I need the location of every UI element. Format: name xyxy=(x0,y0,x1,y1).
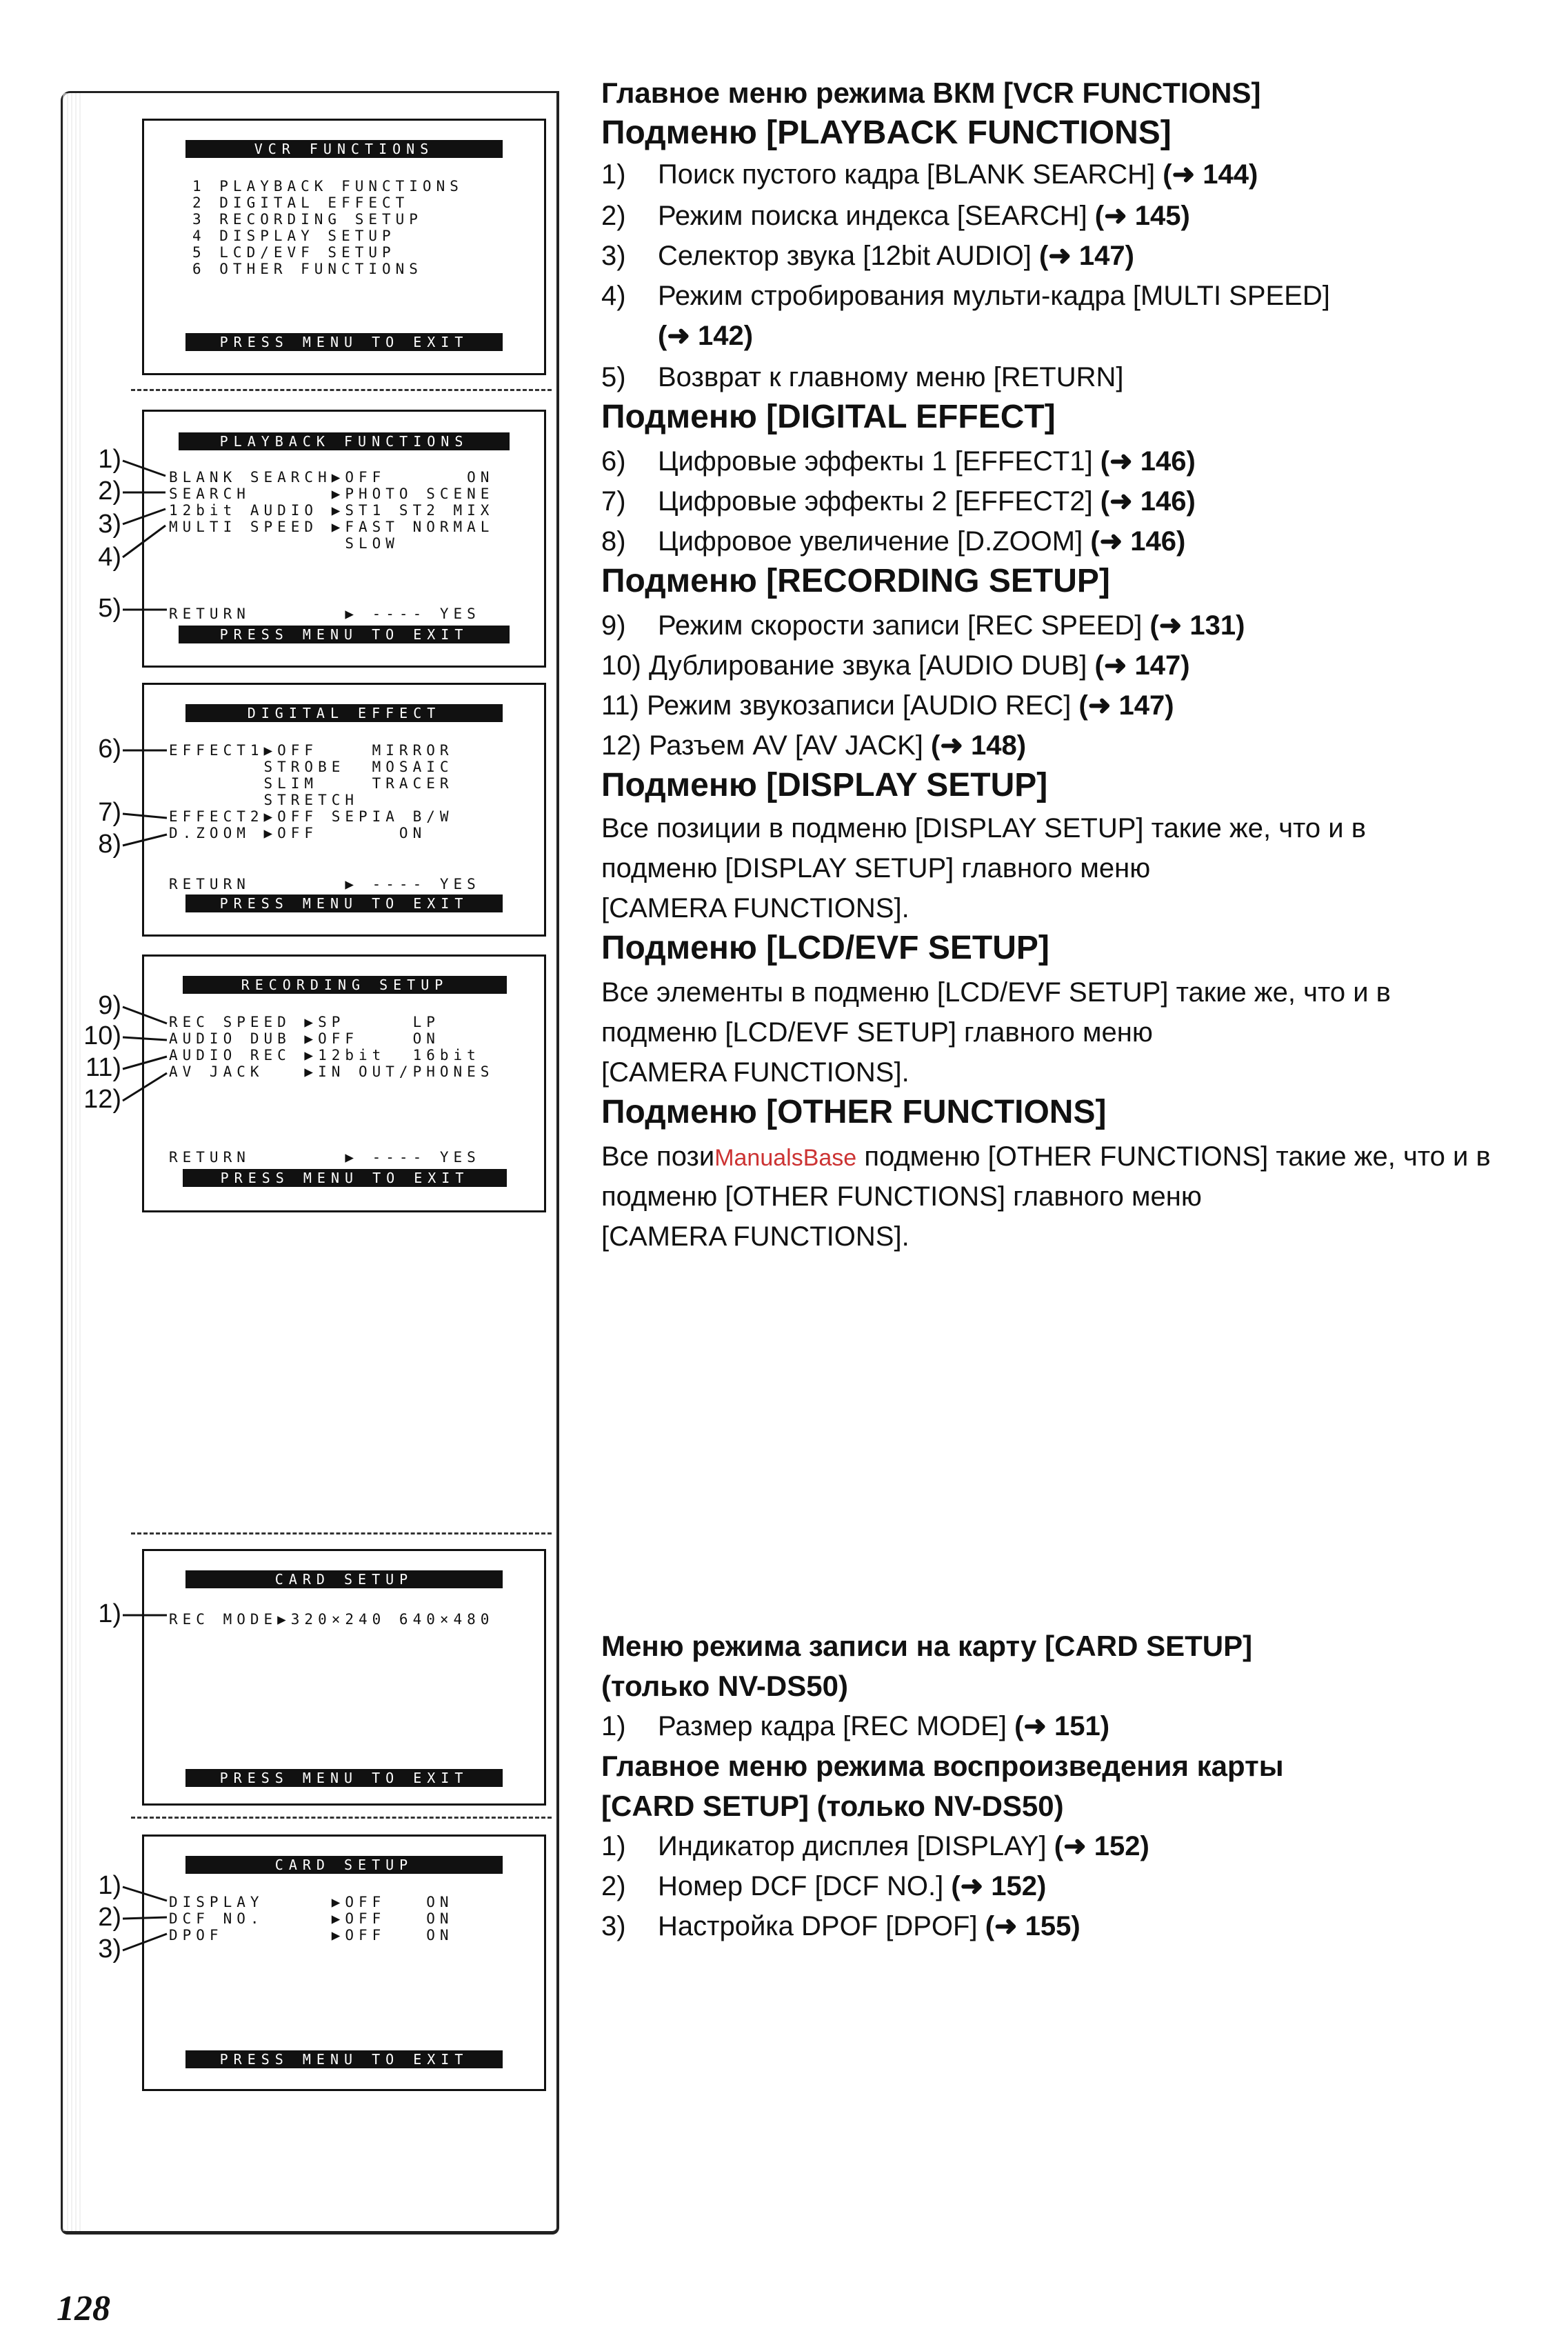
callout-label: 4) xyxy=(98,543,121,572)
return-line: RETURN ▶ ---- YES xyxy=(169,606,481,622)
body-text: подменю [OTHER FUNCTIONS] главного меню xyxy=(601,1181,1202,1212)
menu-line: 3 RECORDING SETUP xyxy=(192,211,423,228)
callout-label: 12) xyxy=(83,1085,121,1114)
list-item: 12) Разъем AV [AV JACK] (➜ 148) xyxy=(601,730,1027,761)
menu-line: SLIM TRACER xyxy=(169,775,454,792)
screen-footer: PRESS MENU TO EXIT xyxy=(185,333,503,351)
menu-line: MULTI SPEED ▶FAST NORMAL xyxy=(169,519,494,535)
body-text: Все элементы в подменю [LCD/EVF SETUP] такие же, что и в xyxy=(601,977,1391,1008)
body-text: [CAMERA FUNCTIONS]. xyxy=(601,1057,909,1088)
list-item: 3) Настройка DPOF [DPOF] (➜ 155) xyxy=(601,1911,1080,1941)
card-play-menu-title-note: [CARD SETUP] (только NV-DS50) xyxy=(601,1790,1064,1822)
list-item: 1) Поиск пустого кадра [BLANK SEARCH] (➜ 144) xyxy=(601,159,1258,190)
list-item: 4) Режим стробирования мульти-кадра [MULTI SPEED] xyxy=(601,281,1330,311)
menu-line: 4 DISPLAY SETUP xyxy=(192,228,396,244)
screen-footer: PRESS MENU TO EXIT xyxy=(179,626,510,643)
list-item: 1) Размер кадра [REC MODE] (➜ 151) xyxy=(601,1711,1110,1741)
menu-line: REC SPEED ▶SP LP xyxy=(169,1014,440,1030)
callout-label: 2) xyxy=(98,477,121,506)
menu-line: DISPLAY ▶OFF ON xyxy=(169,1894,454,1910)
screen-title: VCR FUNCTIONS xyxy=(185,140,503,158)
list-item: 8) Цифровое увеличение [D.ZOOM] (➜ 146) xyxy=(601,526,1186,557)
submenu-heading: Подменю [LCD/EVF SETUP] xyxy=(601,930,1049,966)
menu-line: AUDIO DUB ▶OFF ON xyxy=(169,1030,440,1047)
screen-footer: PRESS MENU TO EXIT xyxy=(185,1769,503,1787)
submenu-heading: Подменю [DISPLAY SETUP] xyxy=(601,767,1048,803)
watermark: ManualsBase xyxy=(714,1145,857,1171)
body-text: Все позиManualsBase подменю [OTHER FUNCTIONS] такие же, что и в xyxy=(601,1141,1491,1172)
list-item: 7) Цифровые эффекты 2 [EFFECT2] (➜ 146) xyxy=(601,486,1196,517)
list-item: 2) Режим поиска индекса [SEARCH] (➜ 145) xyxy=(601,201,1190,231)
menu-line: 1 PLAYBACK FUNCTIONS xyxy=(192,178,463,194)
menu-line: AV JACK ▶IN OUT/PHONES xyxy=(169,1063,494,1080)
body-text: [CAMERA FUNCTIONS]. xyxy=(601,1221,909,1252)
submenu-heading: Подменю [OTHER FUNCTIONS] xyxy=(601,1094,1107,1130)
screen-footer: PRESS MENU TO EXIT xyxy=(185,894,503,912)
menu-line: 12bit AUDIO ▶ST1 ST2 MIX xyxy=(169,502,494,519)
body-text: Все позиции в подменю [DISPLAY SETUP] такие же, что и в xyxy=(601,813,1366,843)
screen-footer: PRESS MENU TO EXIT xyxy=(185,2050,503,2068)
screen-title: DIGITAL EFFECT xyxy=(185,704,503,722)
list-item: 9) Режим скорости записи [REC SPEED] (➜ 131) xyxy=(601,610,1245,641)
menu-line: REC MODE▶320×240 640×480 xyxy=(169,1611,494,1628)
menu-line: SEARCH ▶PHOTO SCENE xyxy=(169,486,494,502)
list-item: 2) Номер DCF [DCF NO.] (➜ 152) xyxy=(601,1871,1047,1901)
menu-line: DPOF ▶OFF ON xyxy=(169,1927,454,1943)
body-text: [CAMERA FUNCTIONS]. xyxy=(601,893,909,923)
list-item: 6) Цифровые эффекты 1 [EFFECT1] (➜ 146) xyxy=(601,446,1196,477)
submenu-heading: Подменю [PLAYBACK FUNCTIONS] xyxy=(601,114,1172,151)
callout-label: 11) xyxy=(85,1053,121,1082)
menu-line: D.ZOOM ▶OFF ON xyxy=(169,825,427,841)
menu-line: STRETCH xyxy=(169,792,359,808)
menu-line: 6 OTHER FUNCTIONS xyxy=(192,261,423,277)
callout-label: 3) xyxy=(98,510,121,539)
menu-line: STROBE MOSAIC xyxy=(169,759,454,775)
menu-line: SLOW xyxy=(169,535,399,552)
card-play-menu-title: Главное меню режима воспроизведения карты xyxy=(601,1750,1284,1782)
submenu-heading: Подменю [RECORDING SETUP] xyxy=(601,563,1110,599)
card-menu-title: Меню режима записи на карту [CARD SETUP] xyxy=(601,1630,1253,1662)
callout-label: 7) xyxy=(98,798,121,827)
callout-label: 1) xyxy=(98,1871,121,1900)
screen-title: CARD SETUP xyxy=(185,1570,503,1588)
menu-line: BLANK SEARCH▶OFF ON xyxy=(169,469,494,486)
screen-title: PLAYBACK FUNCTIONS xyxy=(179,432,510,450)
return-line: RETURN ▶ ---- YES xyxy=(169,1149,481,1166)
menu-line: 2 DIGITAL EFFECT xyxy=(192,194,410,211)
callout-label: 3) xyxy=(98,1935,121,1963)
list-item: 11) Режим звукозаписи [AUDIO REC] (➜ 147) xyxy=(601,690,1174,721)
menu-line: DCF NO. ▶OFF ON xyxy=(169,1910,454,1927)
card-menu-title-note: (только NV-DS50) xyxy=(601,1670,848,1702)
menu-line: EFFECT1▶OFF MIRROR xyxy=(169,742,454,759)
body-text: подменю [LCD/EVF SETUP] главного меню xyxy=(601,1017,1153,1048)
list-item: 10) Дублирование звука [AUDIO DUB] (➜ 147) xyxy=(601,650,1190,681)
list-item: 5) Возврат к главному меню [RETURN] xyxy=(601,362,1124,392)
callout-label: 1) xyxy=(98,445,121,474)
screen-footer: PRESS MENU TO EXIT xyxy=(183,1169,507,1187)
screen-title: CARD SETUP xyxy=(185,1856,503,1874)
page-number: 128 xyxy=(57,2289,110,2328)
list-item: 1) Индикатор дисплея [DISPLAY] (➜ 152) xyxy=(601,1831,1149,1861)
main-menu-title: Главное меню режима ВКМ [VCR FUNCTIONS] xyxy=(601,77,1261,109)
body-text: подменю [DISPLAY SETUP] главного меню xyxy=(601,853,1151,883)
callout-label: 6) xyxy=(98,734,121,763)
return-line: RETURN ▶ ---- YES xyxy=(169,876,481,892)
screen-title: RECORDING SETUP xyxy=(183,976,507,994)
callout-label: 1) xyxy=(98,1599,121,1628)
menu-line: AUDIO REC ▶12bit 16bit xyxy=(169,1047,481,1063)
menu-line: EFFECT2▶OFF SEPIA B/W xyxy=(169,808,454,825)
callout-label: 5) xyxy=(98,594,121,623)
list-item: 3) Селектор звука [12bit AUDIO] (➜ 147) xyxy=(601,241,1134,271)
callout-label: 2) xyxy=(98,1903,121,1932)
list-item-ref: (➜ 142) xyxy=(658,321,754,351)
menu-line: 5 LCD/EVF SETUP xyxy=(192,244,396,261)
callout-label: 8) xyxy=(98,830,121,859)
callout-label: 9) xyxy=(98,991,121,1020)
callout-label: 10) xyxy=(83,1021,121,1050)
submenu-heading: Подменю [DIGITAL EFFECT] xyxy=(601,399,1056,435)
